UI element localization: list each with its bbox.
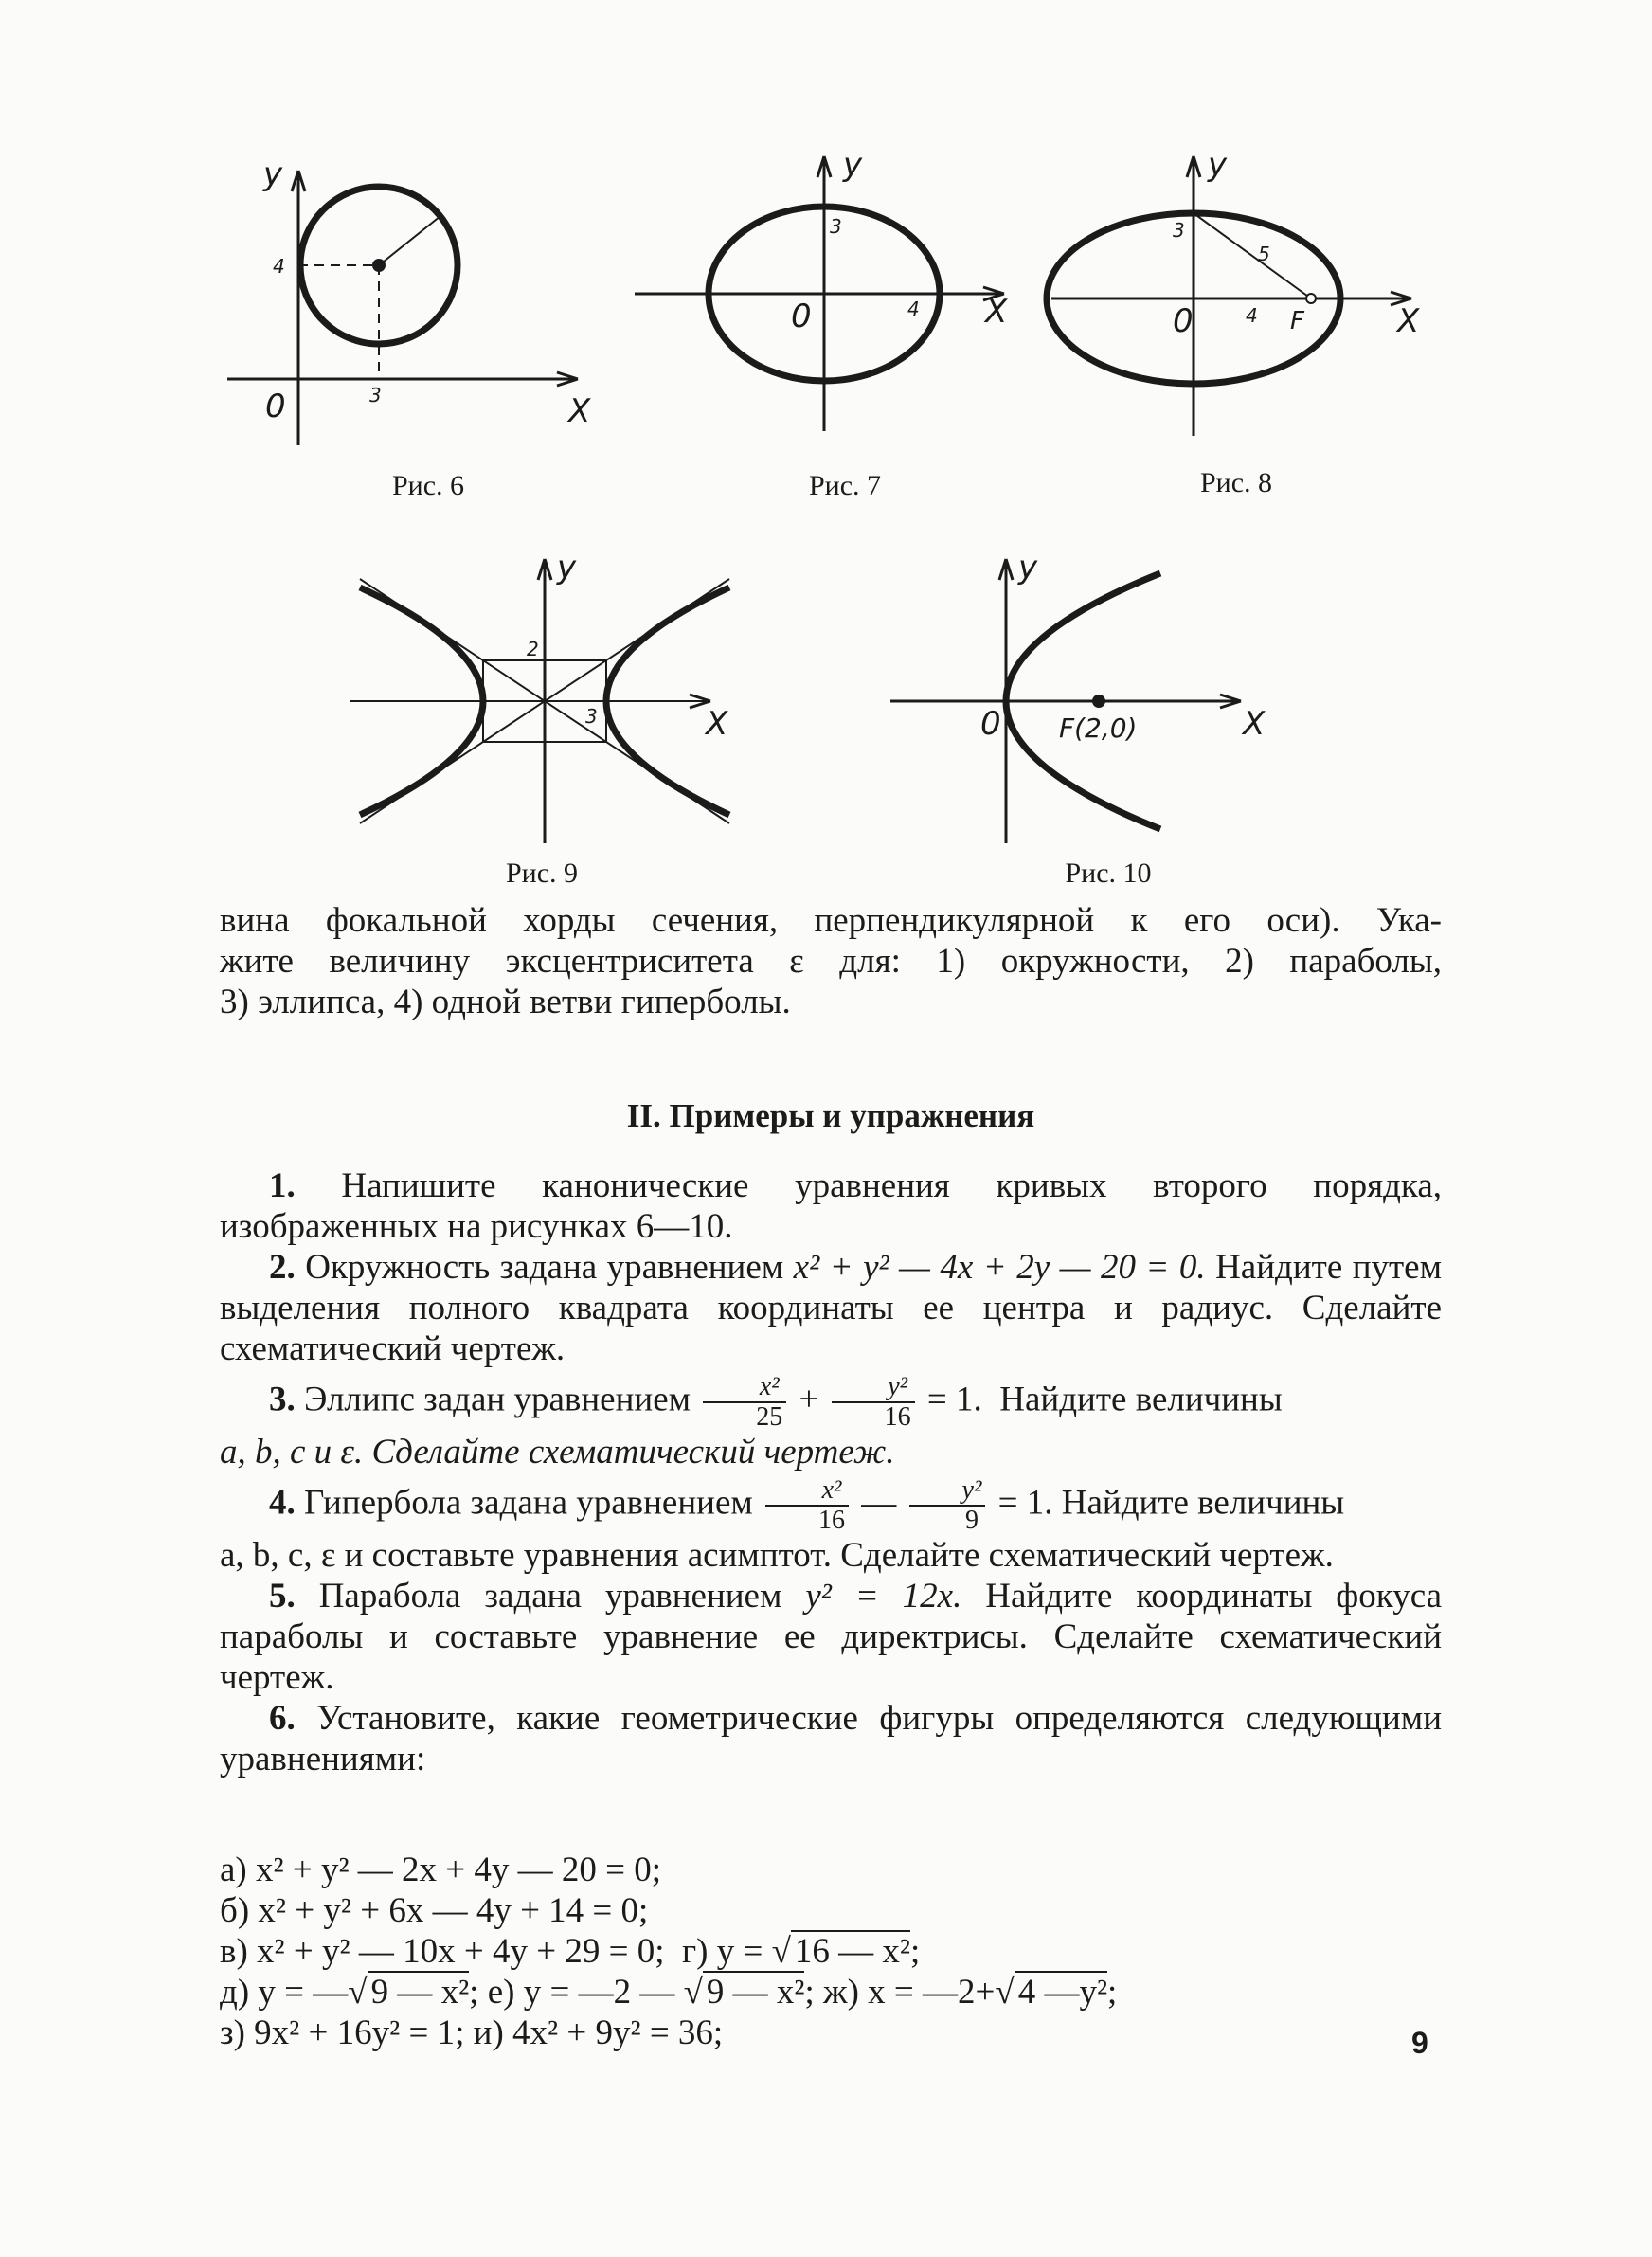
b-label: 3 — [830, 215, 842, 238]
exercise-3-number: 3. — [269, 1380, 296, 1419]
fraction-numerator: x² — [765, 1476, 849, 1507]
section-title: II. Примеры и упражнения — [626, 1097, 1035, 1134]
figure-6-plot — [218, 152, 616, 455]
item-d-radicand: 9 — x² — [368, 1971, 470, 2012]
origin-label: 0 — [1173, 302, 1194, 340]
exercise-6-text: Установите, какие геометрические фигуры определяются следующими уравнениями: — [220, 1699, 1443, 1779]
figure-7-plot — [635, 142, 1032, 445]
exercise-1 — [220, 1165, 1442, 1247]
item-v: в) x² + y² — 10x + 4y + 29 = 0; — [220, 1932, 665, 1971]
item-z-i — [220, 2013, 1442, 2053]
caption-fig8: Рис. 8 — [1199, 467, 1273, 498]
equation-items — [220, 1850, 1442, 2053]
focal-segment — [1194, 213, 1311, 298]
item-z: з) 9x² + 16y² = 1; — [220, 2013, 465, 2052]
item-g-end: ; — [910, 1932, 921, 1971]
origin-label: 0 — [980, 705, 1001, 743]
exercise-4-minus: — — [861, 1483, 897, 1523]
exercise-3-plus: + — [799, 1380, 819, 1419]
figure-7 — [635, 142, 1032, 445]
a-label: 4 — [907, 298, 920, 320]
x-label: X — [568, 392, 591, 430]
y-label: y — [1018, 549, 1038, 587]
intro-line-2: жите величину эксцентриситета ε для: 1) окружности, 2) параболы, — [220, 942, 1442, 981]
caption-fig7: Рис. 7 — [808, 470, 882, 501]
exercise-5-equation: y² = 12x. — [805, 1577, 962, 1616]
item-g-pre: г) y = — [681, 1932, 772, 1971]
figure-9 — [350, 550, 748, 853]
x-label: X — [1397, 302, 1420, 340]
exercise-3 — [220, 1373, 1442, 1432]
item-e-end: ; — [804, 1973, 815, 2012]
figure-8 — [1032, 142, 1449, 445]
item-d-e-zh: д) y = —√ 9 — x²; е) y = —2 — √ 9 — x²; ж) x = —2+√ 4 —y²; — [220, 1973, 1118, 2012]
fraction-denominator: 16 — [884, 1402, 911, 1432]
exercise-6-number: 6. — [269, 1699, 296, 1738]
exercise-3-pre: Эллипс задан уравнением — [304, 1380, 691, 1419]
exercise-3-post-2: a, b, c и ε. Сделайте схематический чертеж. — [220, 1433, 895, 1472]
a-label: 5 — [1258, 243, 1270, 265]
exercise-2 — [220, 1247, 1442, 1369]
exercise-2-equation: x² + y² — 4x + 2y — 20 = 0. — [793, 1248, 1206, 1287]
exercise-4-pre: Гипербола задана уравнением — [304, 1483, 753, 1523]
fraction-denominator: 25 — [756, 1402, 783, 1432]
item-a: а) x² + y² — 2x + 4y — 20 = 0; — [220, 1851, 662, 1889]
fraction-denominator: 16 — [818, 1506, 846, 1535]
center-y-label: 4 — [273, 255, 285, 278]
exercise-4-fraction-2 — [909, 1476, 986, 1535]
intro-line-3: 3) эллипса, 4) одной ветви гиперболы. — [220, 983, 791, 1021]
y-label: y — [557, 549, 577, 587]
exercise-3-fraction-2 — [832, 1373, 915, 1432]
exercise-1-number: 1. — [269, 1166, 296, 1205]
x-label: X — [985, 293, 1008, 331]
exercise-3-fraction-1 — [703, 1373, 786, 1432]
y-label: y — [263, 155, 283, 193]
figure-6 — [218, 152, 616, 455]
focus-point — [1092, 695, 1105, 708]
exercise-4-continued — [220, 1535, 1442, 1576]
exercise-5 — [220, 1576, 1442, 1698]
item-e-radicand: 9 — x² — [703, 1971, 805, 2012]
x-label: X — [706, 705, 728, 743]
y-label: y — [1208, 146, 1228, 184]
exercise-2-pre: Окружность задана уравнением — [305, 1248, 794, 1287]
page-number: 9 — [1411, 2026, 1428, 2060]
focus-label: F — [1290, 307, 1304, 335]
item-d-end: ; — [469, 1973, 479, 2012]
item-g-radicand: 16 — x² — [791, 1930, 910, 1971]
exercise-4-eq-end: = 1. — [997, 1483, 1053, 1523]
figure-9-plot — [350, 550, 748, 853]
fraction-numerator: y² — [832, 1373, 915, 1403]
exercise-3-continued — [220, 1432, 1442, 1472]
fraction-denominator: 9 — [964, 1506, 979, 1535]
exercise-2-post: Найдите путем выделения полного квадрата координаты ее центра и радиус. Сделайте схематический чертеж. — [220, 1248, 1443, 1368]
exercise-4 — [220, 1476, 1442, 1535]
item-i: и) 4x² + 9y² = 36; — [473, 2013, 724, 2052]
focus-label: F(2,0) — [1059, 713, 1138, 744]
exercise-2-number: 2. — [269, 1248, 296, 1287]
exercise-6 — [220, 1698, 1442, 1779]
item-zh-radicand: 4 —y² — [1015, 1971, 1107, 2012]
origin-label: 0 — [791, 298, 812, 335]
a-label: 3 — [585, 705, 598, 728]
exercise-5-post: Найдите координаты фокуса параболы и составьте уравнение ее директрисы. Сделайте схематический чертеж. — [220, 1577, 1443, 1697]
fraction-numerator: y² — [909, 1476, 986, 1507]
origin-label: 0 — [265, 388, 286, 425]
item-b: б) x² + y² + 6x — 4y + 14 = 0; — [220, 1891, 649, 1930]
item-zh-pre: ж) x = —2+ — [823, 1973, 996, 2012]
item-d-pre: д) y = — — [220, 1973, 349, 2012]
figure-10-plot — [890, 550, 1288, 853]
b-label: 2 — [527, 638, 539, 660]
caption-fig9: Рис. 9 — [505, 858, 579, 889]
focus-point — [1306, 294, 1316, 303]
caption-fig10: Рис. 10 — [1065, 858, 1152, 889]
caption-fig6: Рис. 6 — [391, 470, 465, 501]
exercise-1-text: Напишите канонические уравнения кривых второго порядка, изображенных на рисунках 6—10. — [220, 1166, 1443, 1246]
figure-8-plot — [1032, 142, 1449, 445]
exercise-4-number: 4. — [269, 1483, 296, 1523]
figure-10 — [890, 550, 1288, 853]
x-label: X — [1243, 705, 1266, 743]
exercise-5-pre: Парабола задана уравнением — [318, 1577, 806, 1616]
y-label: y — [843, 146, 863, 184]
exercise-4-post-2: a, b, c, ε и составьте уравнения асимптот. Сделайте схематический чертеж. — [220, 1536, 1334, 1575]
exercise-3-eq-end: = 1. — [926, 1380, 982, 1419]
exercises — [220, 1165, 1442, 1779]
exercise-5-number: 5. — [269, 1577, 296, 1616]
fraction-numerator: x² — [703, 1373, 786, 1403]
b-label: 3 — [1173, 219, 1185, 242]
intro-line-1: вина фокальной хорды сечения, перпендикулярной к его оси). Ука- — [220, 901, 1442, 940]
exercise-3-post-1: Найдите величины — [999, 1380, 1283, 1419]
item-zh-end: ; — [1107, 1973, 1118, 2012]
exercise-4-post-1: Найдите величины — [1061, 1483, 1345, 1523]
exercise-4-fraction-1 — [765, 1476, 849, 1535]
item-v-g: в) x² + y² — 10x + 4y + 29 = 0; г) y = √ 16 — x²; — [220, 1932, 921, 1971]
c-label: 4 — [1246, 304, 1258, 327]
radius-line — [379, 216, 440, 265]
intro-paragraph — [220, 900, 1442, 1022]
item-e-pre: е) y = —2 — — [487, 1973, 684, 2012]
center-x-label: 3 — [369, 384, 382, 406]
